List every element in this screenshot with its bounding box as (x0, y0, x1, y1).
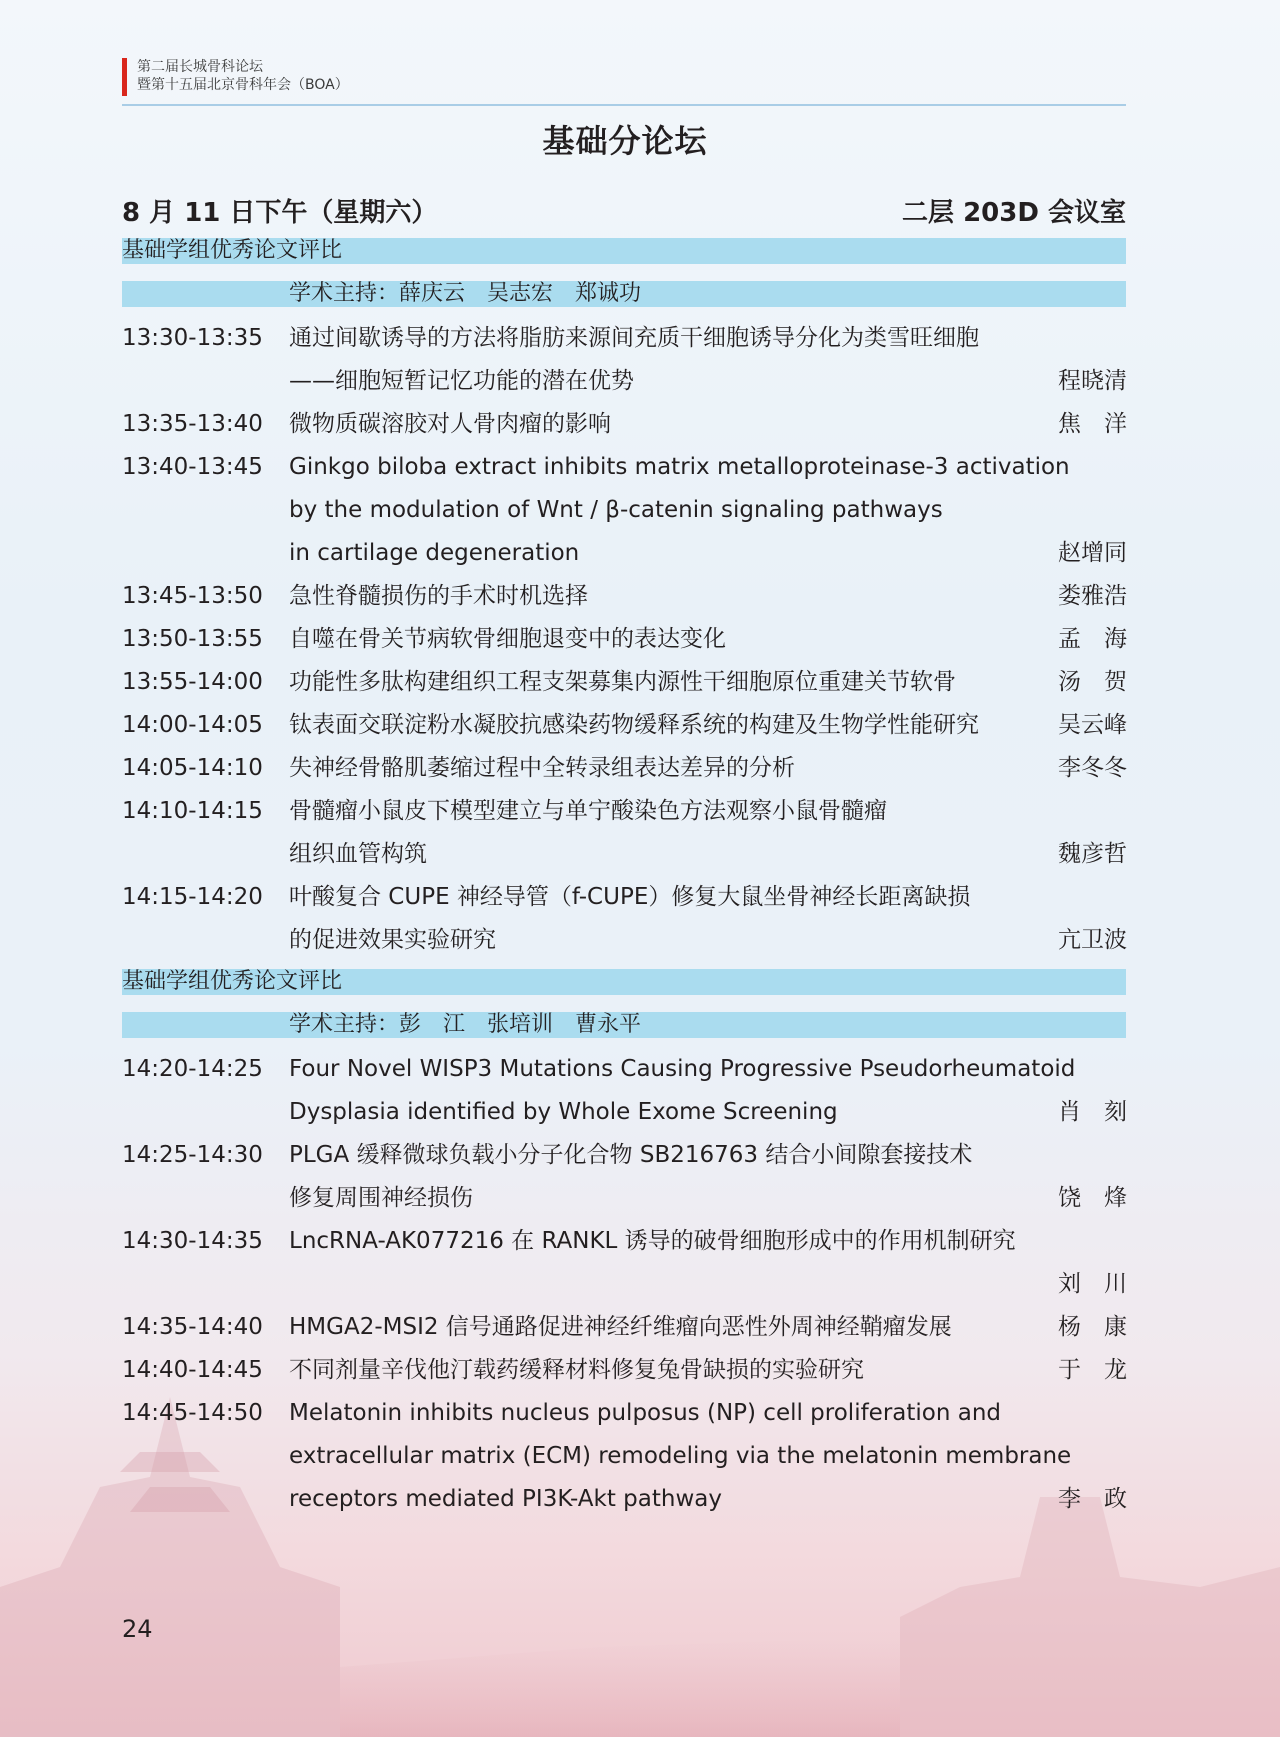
item-time: 14:00-14:05 (122, 712, 263, 738)
item-speaker: 赵增同 (1058, 540, 1127, 566)
item-title-line: 叶酸复合 CUPE 神经导管（f-CUPE）修复大鼠坐骨神经长距离缺损 (289, 884, 971, 910)
item-title-line: HMGA2-MSI2 信号通路促进神经纤维瘤向恶性外周神经鞘瘤发展 (289, 1314, 952, 1340)
item-title-line: PLGA 缓释微球负载小分子化合物 SB216763 结合小间隙套接技术 (289, 1142, 973, 1168)
item-time: 14:20-14:25 (122, 1056, 263, 1082)
item-title-line: Four Novel WISP3 Mutations Causing Progressive Pseudorheumatoid (289, 1056, 1076, 1082)
item-speaker: 汤 贺 (1058, 669, 1127, 695)
item-time: 14:45-14:50 (122, 1400, 263, 1426)
header-line-1: 第二届长城骨科论坛 (137, 59, 263, 75)
item-speaker: 程晓清 (1058, 368, 1127, 394)
item-time: 13:50-13:55 (122, 626, 263, 652)
item-title-line: extracellular matrix (ECM) remodeling via the melatonin membrane (289, 1443, 1072, 1469)
item-speaker: 孟 海 (1058, 626, 1127, 652)
item-time: 14:15-14:20 (122, 884, 263, 910)
item-title-line: 微物质碳溶胶对人骨肉瘤的影响 (289, 411, 611, 437)
item-title-line: 的促进效果实验研究 (289, 927, 496, 953)
item-time: 14:25-14:30 (122, 1142, 263, 1168)
item-title-line: 骨髓瘤小鼠皮下模型建立与单宁酸染色方法观察小鼠骨髓瘤 (289, 798, 887, 824)
item-time: 14:40-14:45 (122, 1357, 263, 1383)
item-title-line: 通过间歇诱导的方法将脂肪来源间充质干细胞诱导分化为类雪旺细胞 (289, 325, 979, 351)
item-time: 14:10-14:15 (122, 798, 263, 824)
item-title-line: Dysplasia identified by Whole Exome Screening (289, 1099, 838, 1125)
item-time: 13:40-13:45 (122, 454, 263, 480)
item-speaker: 魏彦哲 (1058, 841, 1127, 867)
session-hosts: 学术主持：彭 江 张培训 曹永平 (289, 1012, 642, 1037)
item-time: 14:35-14:40 (122, 1314, 263, 1340)
item-title-line: in cartilage degeneration (289, 540, 580, 566)
session-room: 二层 203D 会议室 (902, 198, 1126, 228)
item-time: 14:30-14:35 (122, 1228, 263, 1254)
header-line-2: 暨第十五届北京骨科年会（BOA） (137, 77, 349, 93)
running-header (122, 58, 349, 96)
item-speaker: 李 政 (1058, 1486, 1127, 1512)
session-hosts: 学术主持：薛庆云 吴志宏 郑诚功 (289, 281, 642, 306)
item-time: 13:55-14:00 (122, 669, 263, 695)
header-divider (122, 104, 1126, 106)
item-speaker: 吴云峰 (1058, 712, 1127, 738)
item-title-line: LncRNA-AK077216 在 RANKL 诱导的破骨细胞形成中的作用机制研究 (289, 1228, 1016, 1254)
page-title: 基础分论坛 (542, 122, 708, 160)
item-title-line: by the modulation of Wnt / β-catenin signaling pathways (289, 497, 943, 523)
item-title-line: 失神经骨骼肌萎缩过程中全转录组表达差异的分析 (289, 755, 795, 781)
item-time: 13:35-13:40 (122, 411, 263, 437)
session-name: 基础学组优秀论文评比 (122, 969, 343, 994)
item-title-line: 急性脊髓损伤的手术时机选择 (289, 583, 588, 609)
item-title-line: 功能性多肽构建组织工程支架募集内源性干细胞原位重建关节软骨 (289, 669, 956, 695)
page-number: 24 (122, 1615, 153, 1643)
item-speaker: 亢卫波 (1058, 927, 1127, 953)
item-title-line: ——细胞短暂记忆功能的潜在优势 (289, 368, 634, 394)
item-title-line: 自噬在骨关节病软骨细胞退变中的表达变化 (289, 626, 726, 652)
item-speaker: 于 龙 (1058, 1357, 1127, 1383)
item-time: 13:45-13:50 (122, 583, 263, 609)
background-illustration (0, 1337, 1280, 1737)
session-name: 基础学组优秀论文评比 (122, 238, 343, 263)
item-title-line: receptors mediated PI3K-Akt pathway (289, 1486, 722, 1512)
item-speaker: 刘 川 (1058, 1271, 1127, 1297)
item-speaker: 娄雅浩 (1058, 583, 1127, 609)
item-speaker: 杨 康 (1058, 1314, 1127, 1340)
item-time: 14:05-14:10 (122, 755, 263, 781)
item-speaker: 肖 刻 (1058, 1099, 1127, 1125)
item-title-line: 组织血管构筑 (289, 841, 427, 867)
item-speaker: 李冬冬 (1058, 755, 1127, 781)
item-speaker: 焦 洋 (1058, 411, 1127, 437)
item-title-line: 修复周围神经损伤 (289, 1185, 473, 1211)
item-title-line: 钛表面交联淀粉水凝胶抗感染药物缓释系统的构建及生物学性能研究 (289, 712, 979, 738)
item-time: 13:30-13:35 (122, 325, 263, 351)
item-speaker: 饶 烽 (1058, 1185, 1127, 1211)
session-date: 8 月 11 日下午（星期六） (122, 198, 438, 228)
item-title-line: Melatonin inhibits nucleus pulposus (NP) cell proliferation and (289, 1400, 1002, 1426)
item-title-line: 不同剂量辛伐他汀载药缓释材料修复兔骨缺损的实验研究 (289, 1357, 864, 1383)
item-title-line: Ginkgo biloba extract inhibits matrix metalloproteinase-3 activation (289, 454, 1070, 480)
